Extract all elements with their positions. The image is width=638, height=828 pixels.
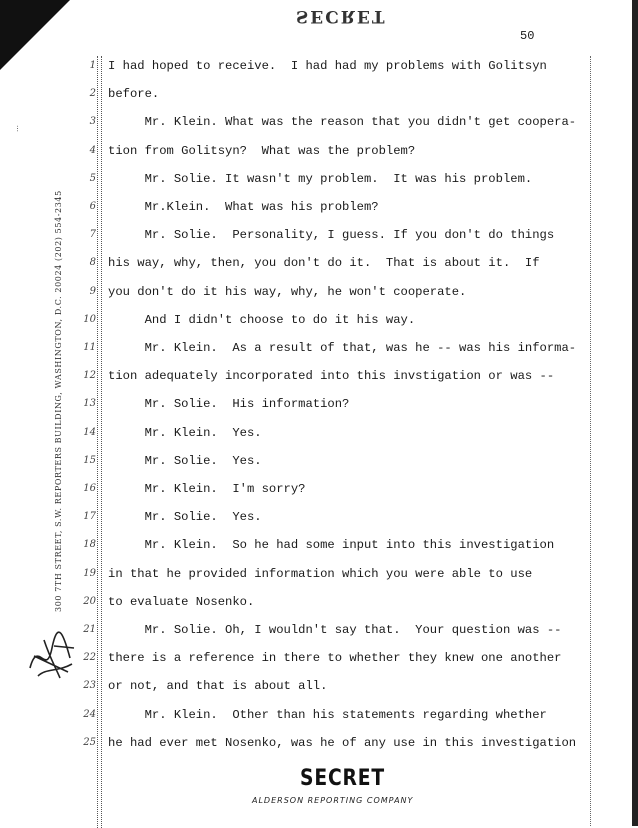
line-number: 13 bbox=[83, 398, 96, 410]
transcript-line: or not, and that is about all. bbox=[108, 679, 328, 694]
line-number: 9 bbox=[89, 285, 96, 297]
line-number: 8 bbox=[89, 257, 96, 269]
line-number: 20 bbox=[83, 595, 96, 607]
line-number: 14 bbox=[83, 426, 96, 438]
line-number: 11 bbox=[83, 342, 96, 353]
page-number: 50 bbox=[520, 29, 535, 43]
scan-corner-shadow bbox=[0, 0, 70, 70]
handwritten-signature-mark bbox=[24, 628, 80, 684]
transcript-line: Mr.Klein. What was his problem? bbox=[108, 200, 379, 214]
transcript-line: Mr. Solie. Oh, I wouldn't say that. Your question was -- bbox=[108, 623, 562, 637]
line-number: 21 bbox=[83, 624, 96, 635]
transcript-line: Mr. Klein. So he had some input into this investigation bbox=[108, 538, 555, 553]
transcript-line: Mr. Solie. Yes. bbox=[108, 453, 262, 468]
right-margin-rule bbox=[590, 56, 591, 826]
transcript-line: to evaluate Nosenko. bbox=[108, 594, 255, 609]
scan-right-edge bbox=[632, 0, 638, 826]
transcript-line: Mr. Klein. Other than his statements regarding whether bbox=[108, 707, 547, 722]
line-number: 5 bbox=[89, 172, 96, 184]
line-number: 6 bbox=[89, 201, 96, 212]
line-number: 25 bbox=[83, 736, 96, 748]
transcript-line: tion from Golitsyn? What was the problem? bbox=[108, 143, 416, 158]
transcript-line: Mr. Klein. As a result of that, was he -- was his informa- bbox=[108, 341, 577, 355]
margin-top-note: … bbox=[12, 125, 20, 132]
line-number: 10 bbox=[83, 313, 96, 325]
transcript-line: And I didn't choose to do it his way. bbox=[108, 312, 416, 327]
transcript-line: his way, why, then, you don't do it. That is about it. If bbox=[108, 256, 540, 271]
line-number: 23 bbox=[83, 680, 96, 692]
line-number: 4 bbox=[89, 144, 96, 156]
footer-classification: SECRET bbox=[300, 766, 385, 791]
header-classification: SECRET bbox=[296, 6, 387, 26]
line-number: 16 bbox=[83, 483, 96, 494]
line-number: 24 bbox=[83, 708, 96, 720]
transcript-line: Mr. Klein. I'm sorry? bbox=[108, 482, 306, 496]
transcript-line: Mr. Klein. What was the reason that you didn't get coopera- bbox=[108, 115, 577, 130]
line-number: 19 bbox=[83, 567, 96, 579]
transcript-line: Mr. Klein. Yes. bbox=[108, 425, 262, 440]
transcript-line: before. bbox=[108, 87, 160, 102]
line-number: 7 bbox=[89, 229, 96, 241]
footer-company: ALDERSON REPORTING COMPANY bbox=[252, 796, 414, 805]
line-number: 12 bbox=[83, 370, 96, 382]
line-number: 3 bbox=[89, 116, 96, 128]
transcript-line: in that he provided information which you were able to use bbox=[108, 566, 533, 581]
left-margin-rule bbox=[97, 56, 102, 828]
transcript-line: Mr. Solie. His information? bbox=[108, 397, 350, 412]
line-number: 18 bbox=[83, 539, 96, 551]
line-number: 1 bbox=[89, 60, 96, 71]
transcript-line: Mr. Solie. Yes. bbox=[108, 510, 262, 525]
transcript-line: you don't do it his way, why, he won't cooperate. bbox=[108, 284, 467, 299]
line-number: 2 bbox=[89, 88, 96, 100]
line-number: 15 bbox=[83, 454, 96, 466]
margin-address: 300 7TH STREET, S.W. REPORTERS BUILDING, WASHINGTON, D.C. 20024 (202) 554-2345 bbox=[54, 190, 63, 612]
line-number: 22 bbox=[83, 652, 96, 664]
transcript-line: tion adequately incorporated into this invstigation or was -- bbox=[108, 369, 555, 384]
line-number: 17 bbox=[83, 511, 96, 523]
transcript-line: there is a reference in there to whether they knew one another bbox=[108, 651, 562, 666]
transcript-line: Mr. Solie. Personality, I guess. If you don't do things bbox=[108, 228, 555, 243]
transcript-line: he had ever met Nosenko, was he of any use in this investigation bbox=[108, 735, 577, 750]
transcript-line: Mr. Solie. It wasn't my problem. It was his problem. bbox=[108, 171, 533, 186]
transcript-line: I had hoped to receive. I had had my problems with Golitsyn bbox=[108, 59, 547, 73]
